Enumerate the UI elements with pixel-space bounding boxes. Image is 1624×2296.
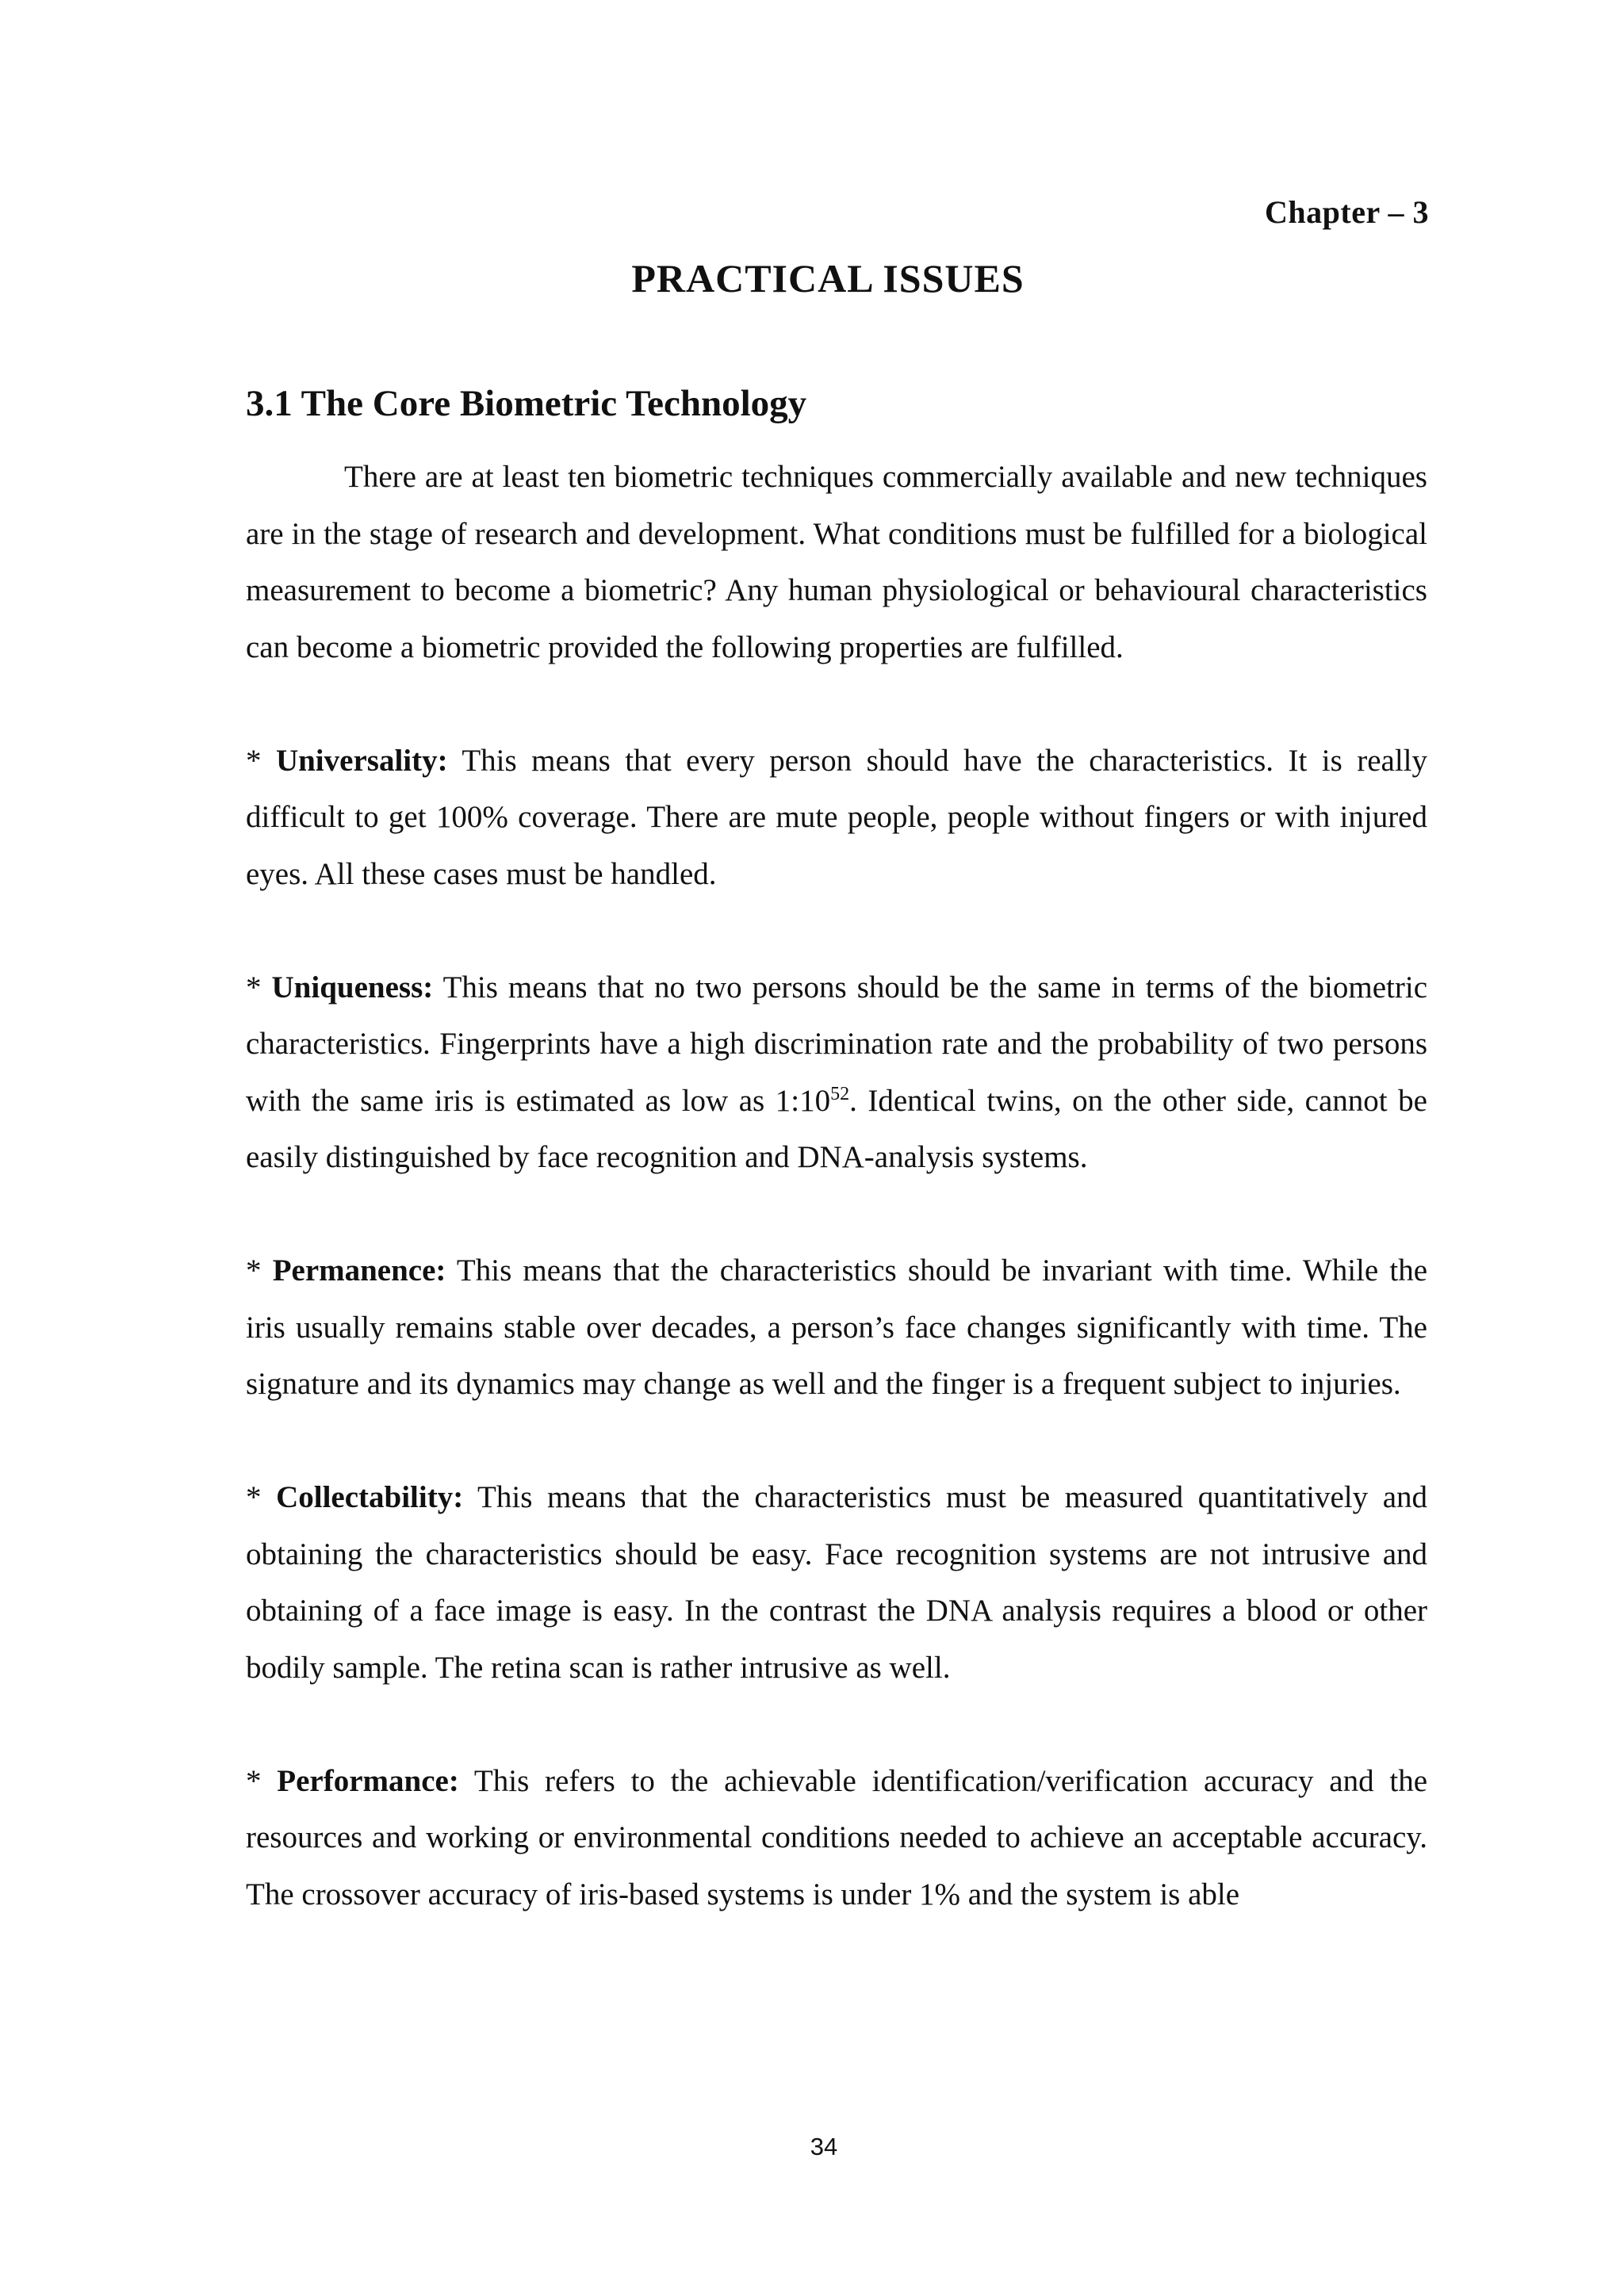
property-text: This means that every person should have the characteristics. It is really difficult to get 100% coverage. There are mute people, people without fingers or with injured eyes. All these cases must be handled. — [246, 743, 1427, 891]
chapter-label: Chapter – 3 — [1265, 194, 1429, 230]
property-text: This means that no two persons should be the same in terms of the biometric characteristics. Fingerprints have a high discrimination rate and the probability of two persons with the same iris is estimated as low as 1:10 — [246, 970, 1428, 1118]
body-text — [246, 449, 1427, 1923]
intro-paragraph: There are at least ten biometric techniques commercially available and new techniques are in the stage of research and development. What conditions must be fulfilled for a biological measurement to become a biometric? Any human physiological or behavioural characteristics can become a biometric provided the following properties are fulfilled. — [246, 460, 1427, 664]
page-number: 34 — [810, 2133, 838, 2160]
bullet: * — [246, 1480, 262, 1514]
exponent: 52 — [830, 1083, 850, 1104]
property-term: Performance: — [277, 1763, 459, 1798]
property-performance — [246, 1753, 1427, 1923]
property-term: Permanence: — [272, 1253, 446, 1288]
section-heading: 3.1 The Core Biometric Technology — [246, 383, 807, 424]
bullet: * — [246, 970, 262, 1004]
property-term: Collectability: — [276, 1480, 464, 1514]
property-text: This refers to the achievable identification/verification accuracy and the resources and working or environmental conditions needed to achieve an acceptable accuracy. The crossover accuracy of iris-based systems is under 1% and the system is able — [246, 1763, 1428, 1911]
property-permanence — [246, 1242, 1427, 1413]
bullet: * — [246, 1763, 262, 1798]
property-term: Universality: — [275, 743, 448, 778]
property-text-continued: . Identical twins, on the other side, cannot be easily distinguished by face recognition and DNA-analysis systems. — [246, 1083, 1427, 1174]
property-uniqueness — [246, 959, 1427, 1186]
property-universality — [246, 733, 1427, 903]
page-title: PRACTICAL ISSUES — [631, 256, 1025, 300]
bullet: * — [246, 743, 262, 778]
property-text: This means that the characteristics must be measured quantitatively and obtaining the characteristics should be easy. Face recognition systems are not intrusive and obtaining of a face image is easy. In the contrast the DNA analysis requires a blood or other bodily sample. The retina scan is rather intrusive as well. — [246, 1480, 1428, 1685]
bullet: * — [246, 1253, 262, 1288]
property-collectability — [246, 1469, 1427, 1696]
property-text: This means that the characteristics should be invariant with time. While the iris usually remains stable over decades, a person’s face changes significantly with time. The signature and its dynamics may change as well and the finger is a frequent subject to injuries. — [246, 1253, 1428, 1401]
property-term: Uniqueness: — [271, 970, 434, 1004]
